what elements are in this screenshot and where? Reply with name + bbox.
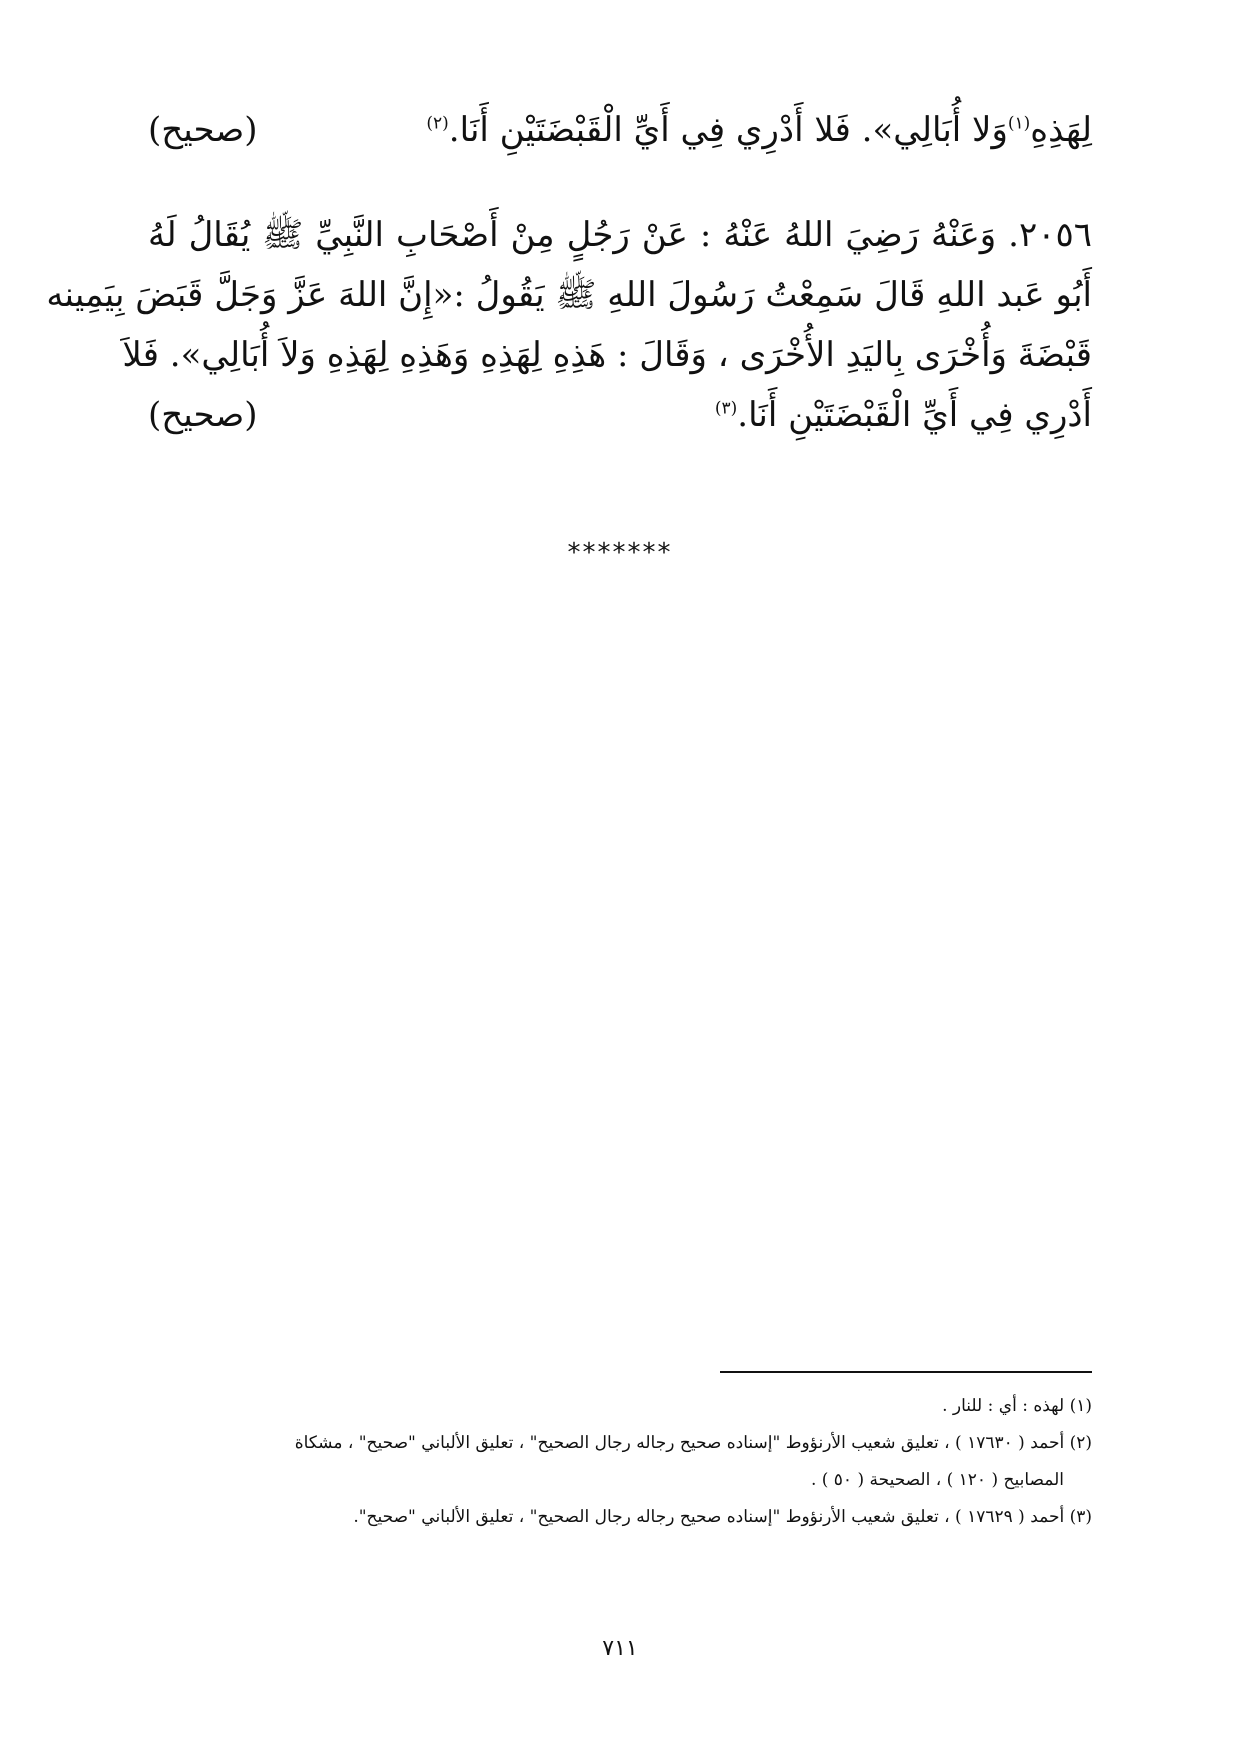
footnote-ref-2: (٢) (426, 113, 449, 134)
hadith-line-3: قَبْضَةَ وَأُخْرَى بِاليَدِ الأُخْرَى ، وَقَالَ : هَذِهِ لِهَذِهِ وَهَذِهِ لِهَذِهِ وَلاَ أُبَالِي». فَلاَ (122, 335, 1092, 375)
footnote-divider (720, 1371, 1092, 1373)
hadith-line-4 (148, 385, 1092, 445)
top-block (148, 100, 1092, 160)
top-line (148, 100, 1092, 160)
footnote-ref-1: (١) (1007, 113, 1031, 134)
hadith-line-1: ٢٠٥٦. وَعَنْهُ رَضِيَ اللهُ عَنْهُ : عَنْ رَجُلٍ مِنْ أَصْحَابِ النَّبِيِّ ﷺ يُقَالُ لَهُ (148, 215, 1092, 255)
footnotes (148, 1388, 1092, 1536)
section-separator: ******* (567, 538, 673, 568)
grade-label: (صحيح) (148, 395, 258, 435)
top-line-text-b: وَلا أُبَالِي». فَلا أَدْرِي فِي أَيِّ الْقَبْضَتَيْنِ أَنَا. (448, 110, 1008, 150)
footnote-ref-3: (٣) (714, 398, 738, 419)
page-number: ٧١١ (602, 1636, 638, 1661)
footnote-1: (١) لهذه : أي : للنار . (942, 1396, 1092, 1416)
footnote-2: (٢) أحمد ( ١٧٦٣٠ ) ، تعليق شعيب الأرنؤوط "إسناده صحيح رجاله رجال الصحيح" ، تعليق الألباني "صحيح" ، مشكاة (294, 1433, 1092, 1453)
footnote-3: (٣) أحمد ( ١٧٦٢٩ ) ، تعليق شعيب الأرنؤوط "إسناده صحيح رجاله رجال الصحيح" ، تعليق الألباني "صحيح". (353, 1507, 1092, 1527)
top-line-text-a: لِهَذِهِ (1030, 110, 1092, 150)
grade-label: (صحيح) (148, 110, 258, 150)
hadith-last-line-text: أَدْرِي فِي أَيِّ الْقَبْضَتَيْنِ أَنَا. (737, 395, 1092, 435)
hadith-line-2: أَبُو عَبد اللهِ قَالَ سَمِعْتُ رَسُولَ اللهِ ﷺ يَقُولُ :«إِنَّ اللهَ عَزَّ وَجَلَّ قَبَضَ بِيَمِينه (46, 275, 1092, 315)
footnote-2-continuation: المصابيح ( ١٢٠ ) ، الصحيحة ( ٥٠ ) . (810, 1470, 1064, 1490)
hadith-2056 (46, 205, 1092, 445)
